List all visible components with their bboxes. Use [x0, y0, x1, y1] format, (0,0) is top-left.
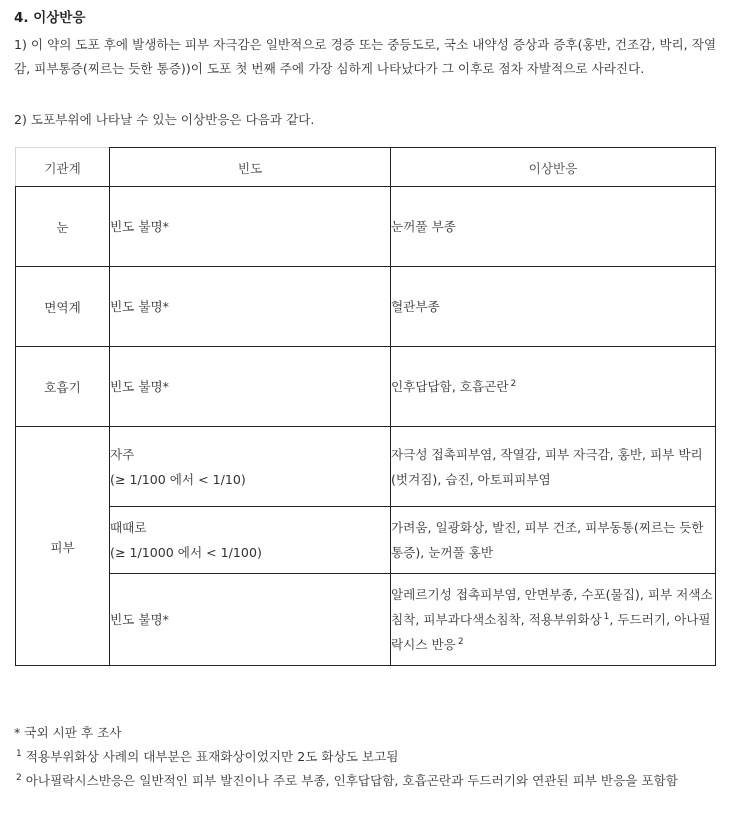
footnote-mark: 2 — [457, 637, 464, 647]
frequency-label: 자주 — [110, 446, 135, 462]
reaction-cell: 자극성 접촉피부염, 작열감, 피부 자극감, 홍반, 피부 박리(벗겨짐), 습진, 아토피피부염 — [391, 427, 716, 507]
frequency-cell: 빈도 불명* — [110, 187, 391, 267]
footnote-mark: 1 — [16, 749, 22, 759]
footnotes — [14, 721, 719, 793]
footnote-star: * 국외 시판 후 조사 — [14, 725, 122, 740]
frequency-cell — [110, 427, 391, 507]
reaction-cell — [391, 347, 716, 427]
organ-cell: 호흡기 — [16, 347, 110, 427]
frequency-cell: 빈도 불명* — [110, 267, 391, 347]
frequency-range: (≥ 1/100 에서 < 1/10) — [110, 471, 246, 487]
header-frequency: 빈도 — [110, 148, 391, 187]
adverse-reactions-table — [15, 147, 716, 666]
table-row-immune — [16, 267, 716, 347]
section-heading: 4. 이상반응 — [14, 10, 86, 26]
header-reaction: 이상반응 — [391, 148, 716, 187]
footnote-1 — [14, 745, 719, 769]
table-row-skin-frequent — [16, 427, 716, 507]
organ-cell: 면역계 — [16, 267, 110, 347]
frequency-cell: 빈도 불명* — [110, 574, 391, 666]
footnote-mark: 1 — [603, 612, 610, 622]
reaction-text: 알레르기성 접촉피부염, 안면부종, 수포(물집), 피부 저색소침착, 피부과다색소침착, 적용부위화상 — [391, 587, 713, 627]
footnote-mark: 2 — [510, 379, 517, 389]
table-row-respiratory — [16, 347, 716, 427]
table-header-row — [16, 148, 716, 187]
header-organ: 기관계 — [16, 148, 110, 187]
frequency-cell — [110, 507, 391, 574]
footnote-2 — [14, 769, 719, 793]
organ-cell-skin: 피부 — [16, 427, 110, 666]
table-row-eye — [16, 187, 716, 267]
reaction-cell: 가려움, 일광화상, 발진, 피부 건조, 피부동통(찌르는 듯한 통증), 눈꺼풀 홍반 — [391, 507, 716, 574]
table-row-skin-occasional — [16, 507, 716, 574]
reaction-text: 인후답답함, 호흡곤란 — [391, 379, 509, 394]
footnote-text: 아나필락시스반응은 일반적인 피부 발진이나 주로 부종, 인후답답함, 호흡곤란과 두드러기와 연관된 피부 반응을 포함함 — [21, 773, 678, 788]
table-row-skin-unknown — [16, 574, 716, 666]
footnote-mark: 2 — [16, 773, 22, 783]
frequency-cell: 빈도 불명* — [110, 347, 391, 427]
reaction-cell — [391, 574, 716, 666]
intro-paragraph: 1) 이 약의 도포 후에 발생하는 피부 자극감은 일반적으로 경증 또는 중등도로, 국소 내약성 증상과 증후(홍반, 건조감, 박리, 작열감, 피부통증(찌르는 듯한 통증))이 도포 첫 번째 주에 가장 심하게 나타났다가 그 이후로 점차 자발적으로 사라진다. — [14, 37, 717, 76]
organ-cell: 눈 — [16, 187, 110, 267]
table-intro-paragraph: 2) 도포부위에 나타날 수 있는 이상반응은 다음과 같다. — [14, 112, 315, 127]
reaction-text: , 두드러기, 아나필락시스 반응 — [391, 612, 711, 652]
frequency-range: (≥ 1/1000 에서 < 1/100) — [110, 545, 262, 560]
frequency-label: 때때로 — [110, 520, 147, 535]
footnote-text: 적용부위화상 사례의 대부분은 표재화상이었지만 2도 화상도 보고됨 — [21, 749, 399, 764]
reaction-cell: 눈꺼풀 부종 — [391, 187, 716, 267]
reaction-cell: 혈관부종 — [391, 267, 716, 347]
